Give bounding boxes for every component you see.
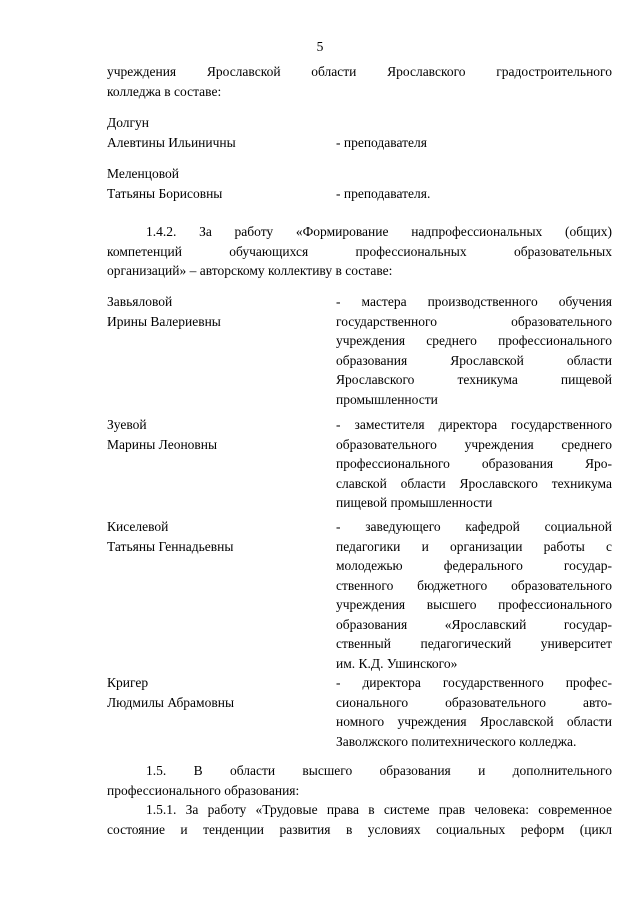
role-line: Заволжского политехнического колледжа. [336,733,577,749]
role-line: Ярославского техникума пищевой [336,372,612,387]
role-line: профессионального образования Яро- [336,456,612,471]
section-1-5 [107,761,612,800]
person-role [336,133,612,153]
person-surname: Кригер [107,675,149,690]
person-role [336,517,612,673]
section-line-1: 1.5. В области высшего образования и дополнительного [146,763,612,778]
role-line: - заместителя директора государственного [336,417,612,432]
person-name [107,113,327,152]
person-role [336,415,612,513]
person-given-name: Татьяны Геннадьевны [107,538,234,554]
role-line: им. К.Д. Ушинского» [336,655,458,671]
role-line: педагогики и организации работы с [336,538,612,554]
person-given-name: Ирины Валериевны [107,313,221,329]
role-line: - преподавателя. [336,185,431,201]
person-role [336,184,612,204]
person-name [107,415,327,454]
section-line-1: 1.5.1. За работу «Трудовые права в системе прав человека: современное [146,802,612,817]
section-line-1: 1.4.2. За работу «Формирование надпрофессиональных (общих) [146,224,612,239]
person-given-name: Людмилы Абрамовны [107,694,235,710]
role-line: - директора государственного профес- [336,675,612,690]
person-name [107,673,327,712]
section-line-2: состояние и тенденции развития в условиях социальных реформ (цикл [107,821,612,837]
person-name [107,517,327,556]
person-given-name: Татьяны Борисовны [107,185,223,201]
role-line: славской области Ярославского техникума [336,475,612,491]
person-surname: Завьяловой [107,294,173,309]
person-surname: Долгун [107,115,150,130]
person-name [107,164,327,203]
role-line: - мастера производственного обучения [336,294,612,309]
person-surname: Меленцовой [107,166,180,181]
role-line: государственного образовательного [336,313,612,329]
section-line-2: профессионального образования: [107,782,300,798]
role-line: промышленности [336,391,438,407]
role-line: образования Ярославской области [336,352,612,368]
section-1-4-2 [107,222,612,281]
role-line: образовательного учреждения среднего [336,436,612,452]
person-entry-melentsova [107,164,612,204]
role-line: ственного бюджетного образовательного [336,577,612,593]
role-line: молодежью федерального государ- [336,558,612,573]
person-entry-kriger [107,673,612,753]
role-line: пищевой промышленности [336,495,493,510]
role-line: сионального образовательного авто- [336,694,612,710]
person-surname: Зуевой [107,417,147,432]
person-given-name: Марины Леоновны [107,436,218,452]
person-entry-kiseleva [107,517,612,677]
role-line: ственный педагогический университет [336,636,612,651]
intro-line-1: учреждения Ярославской области Ярославского градостроительного [107,64,612,79]
section-line-2: компетенций обучающихся профессиональных образовательных [107,243,612,259]
section-1-5-1 [107,800,612,839]
role-line: номного учреждения Ярославской области [336,714,612,729]
person-given-name: Алевтины Ильиничны [107,134,236,150]
person-entry-dolgun [107,113,612,153]
page-number: 5 [316,39,324,54]
role-line: - преподавателя [336,134,427,150]
intro-paragraph [107,62,612,101]
role-line: образования «Ярославский государ- [336,616,612,632]
person-role [336,673,612,751]
role-line: учреждения высшего профессионального [336,597,612,612]
section-line-3: организаций» – авторскому коллективу в составе: [107,263,393,278]
intro-line-2: колледжа в составе: [107,83,222,99]
person-entry-zavyalova [107,292,612,412]
role-line: - заведующего кафедрой социальной [336,519,612,534]
person-name [107,292,327,331]
person-role [336,292,612,409]
person-entry-zueva [107,415,612,515]
person-surname: Киселевой [107,519,169,534]
role-line: учреждения среднего профессионального [336,333,612,348]
